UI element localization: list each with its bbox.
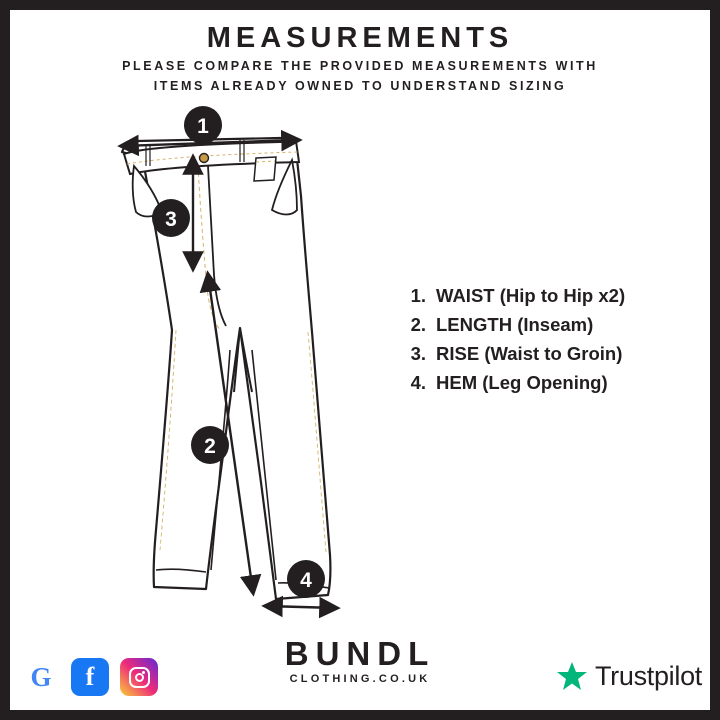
callout-badge-4 bbox=[287, 560, 325, 598]
legend-item-length bbox=[398, 314, 698, 336]
legend-label-2 bbox=[436, 314, 593, 336]
instagram-icon[interactable] bbox=[120, 658, 158, 696]
callout-badge-3 bbox=[152, 199, 190, 237]
page-subtitle bbox=[60, 56, 660, 96]
jeans-diagram bbox=[80, 100, 400, 625]
legend-number-3: 3. bbox=[410, 343, 426, 364]
facebook-icon[interactable] bbox=[71, 658, 109, 696]
legend-number-2: 2. bbox=[410, 314, 426, 335]
legend-term-2: LENGTH bbox=[436, 314, 513, 335]
measurement-legend bbox=[398, 285, 698, 401]
trustpilot-badge[interactable] bbox=[556, 660, 702, 692]
instagram-icon-shape bbox=[129, 667, 150, 688]
trustpilot-star-icon bbox=[556, 660, 588, 692]
legend-label-1 bbox=[436, 285, 625, 307]
callout-1-label: 1 bbox=[197, 115, 209, 138]
legend-label-4 bbox=[436, 372, 608, 394]
brand-name: BUNDL bbox=[284, 635, 436, 672]
callout-4-label: 4 bbox=[300, 569, 312, 592]
measurement-callouts bbox=[80, 100, 400, 620]
google-icon[interactable] bbox=[22, 658, 60, 696]
frame-border-top bbox=[0, 0, 720, 10]
legend-item-hem bbox=[398, 372, 698, 394]
legend-term-4: HEM bbox=[436, 372, 478, 393]
callout-badge-1 bbox=[184, 106, 222, 144]
brand-domain: CLOTHING.CO.UK bbox=[289, 673, 431, 685]
trustpilot-label: Trustpilot bbox=[594, 660, 702, 691]
page-title: MEASUREMENTS bbox=[206, 22, 514, 54]
frame-border-left bbox=[0, 0, 10, 720]
hem-arrow bbox=[266, 606, 336, 608]
frame-border-bottom bbox=[0, 710, 720, 720]
page-subtitle-line1: PLEASE COMPARE THE PROVIDED MEASUREMENTS WITH bbox=[122, 59, 598, 73]
facebook-icon-glyph: f bbox=[85, 662, 95, 691]
legend-number-1: 1. bbox=[410, 285, 426, 306]
legend-detail-2: (Inseam) bbox=[517, 314, 594, 335]
callout-2-label: 2 bbox=[204, 435, 216, 458]
legend-label-3 bbox=[436, 343, 622, 365]
legend-number-4: 4. bbox=[410, 372, 426, 393]
legend-item-waist bbox=[398, 285, 698, 307]
callout-badge-2 bbox=[191, 426, 229, 464]
legend-detail-1: (Hip to Hip x2) bbox=[499, 285, 626, 306]
page-subtitle-line2: ITEMS ALREADY OWNED TO UNDERSTAND SIZING bbox=[153, 79, 567, 93]
legend-detail-3: (Waist to Groin) bbox=[484, 343, 623, 364]
google-icon-glyph: G bbox=[30, 661, 52, 692]
legend-term-1: WAIST bbox=[436, 285, 495, 306]
frame-border-right bbox=[710, 0, 720, 720]
callout-3-label: 3 bbox=[165, 208, 177, 231]
legend-detail-4: (Leg Opening) bbox=[482, 372, 608, 393]
legend-term-3: RISE bbox=[436, 343, 480, 364]
legend-item-rise bbox=[398, 343, 698, 365]
social-links bbox=[22, 658, 158, 696]
